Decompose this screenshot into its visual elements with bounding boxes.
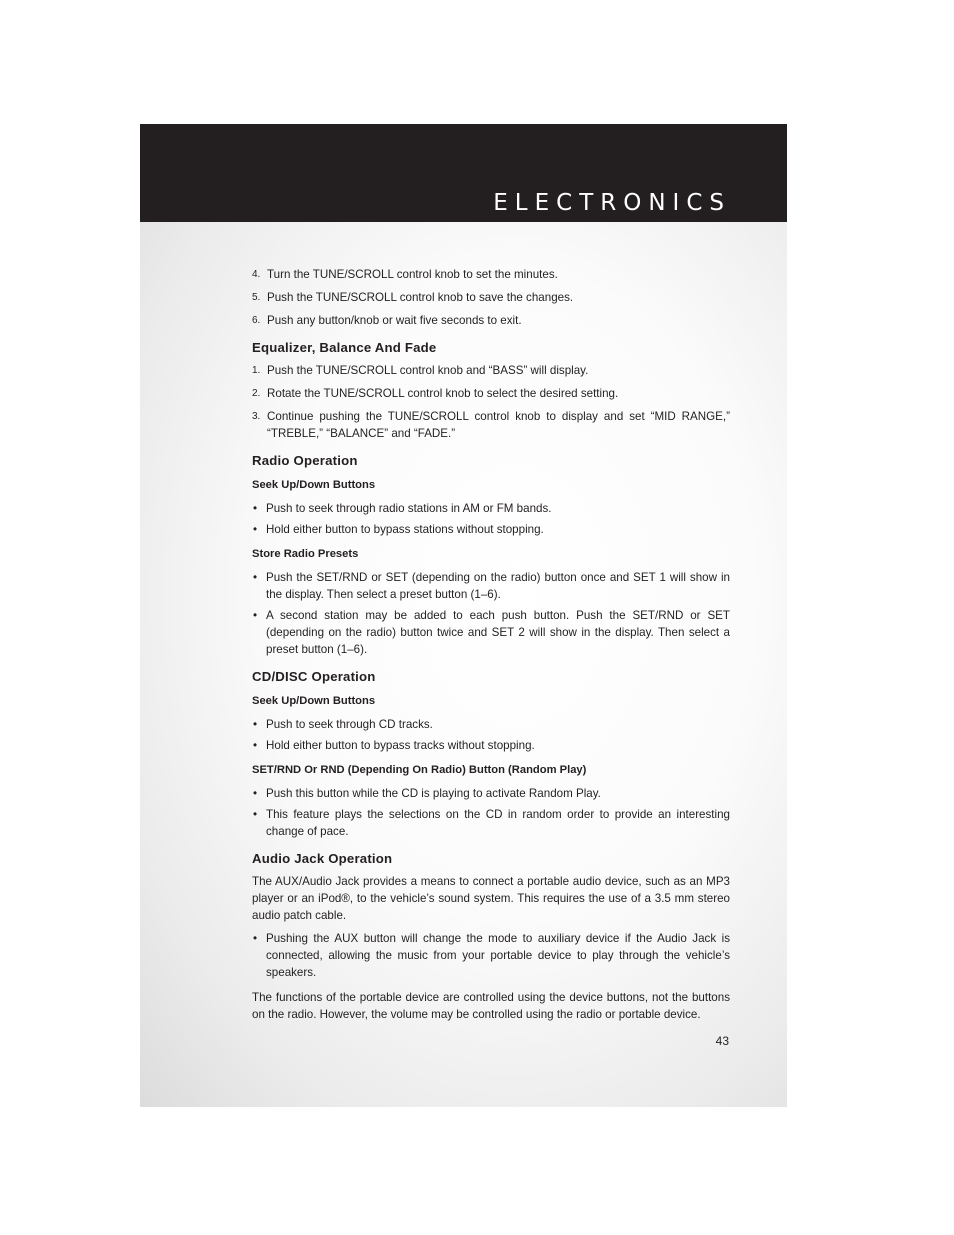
bullet-item xyxy=(252,806,730,840)
bullet-text: Push this button while the CD is playing to activate Random Play. xyxy=(266,787,601,800)
bullet-text: Hold either button to bypass tracks without stopping. xyxy=(266,739,535,752)
bullet-glyph: • xyxy=(253,523,258,536)
audio-jack-closing: The functions of the portable device are controlled using the device buttons, not the buttons on the radio. However, the volume may be controlled using the radio or portable device. xyxy=(252,991,730,1021)
cd-seek-subheading: Seek Up/Down Buttons xyxy=(252,695,376,707)
cd-random-subheading: SET/RND Or RND (Depending On Radio) Button (Random Play) xyxy=(252,764,587,776)
step-item xyxy=(252,289,730,306)
step-number: 1. xyxy=(252,365,261,376)
step-number: 5. xyxy=(252,292,261,303)
step-item xyxy=(252,385,730,402)
section-header-bar xyxy=(140,124,787,222)
step-text: Turn the TUNE/SCROLL control knob to set the minutes. xyxy=(267,268,558,281)
bullet-glyph: • xyxy=(253,932,258,945)
step-text: Continue pushing the TUNE/SCROLL control knob to display and set “MID RANGE,” “TREBLE,” “BALANCE” and “FADE.” xyxy=(267,410,730,440)
radio-seek-subheading: Seek Up/Down Buttons xyxy=(252,479,376,491)
radio-presets-subheading: Store Radio Presets xyxy=(252,548,359,560)
step-item xyxy=(252,266,730,283)
step-number: 2. xyxy=(252,388,261,399)
page-number: 43 xyxy=(715,1034,729,1048)
bullet-glyph: • xyxy=(253,502,258,515)
bullet-item xyxy=(252,607,730,658)
bullet-text: Push the SET/RND or SET (depending on the radio) button once and SET 1 will show in the display. Then select a preset button (1–6). xyxy=(266,571,730,601)
bullet-item xyxy=(252,785,730,802)
bullet-text: This feature plays the selections on the CD in random order to provide an interesting change of pace. xyxy=(266,808,730,838)
bullet-glyph: • xyxy=(253,718,258,731)
bullet-glyph: • xyxy=(253,609,258,622)
bullet-item xyxy=(252,716,730,733)
bullet-glyph: • xyxy=(253,571,258,584)
bullet-item xyxy=(252,521,730,538)
step-item xyxy=(252,408,730,442)
equalizer-heading: Equalizer, Balance And Fade xyxy=(252,340,437,355)
step-number: 6. xyxy=(252,315,261,326)
bullet-item xyxy=(252,930,730,981)
step-item xyxy=(252,362,730,379)
bullet-glyph: • xyxy=(253,739,258,752)
audio-jack-intro: The AUX/Audio Jack provides a means to connect a portable audio device, such as an MP3 player or an iPod®, to the vehicle’s sound system. This requires the use of a 3.5 mm stereo audio patch cable. xyxy=(252,875,730,922)
bullet-text: A second station may be added to each push button. Push the SET/RND or SET (depending on the radio) button twice and SET 2 will show in the display. Then select a preset button (1–6). xyxy=(266,609,730,656)
step-item xyxy=(252,312,730,329)
step-text: Push the TUNE/SCROLL control knob to save the changes. xyxy=(267,291,574,304)
step-text: Rotate the TUNE/SCROLL control knob to select the desired setting. xyxy=(267,387,619,400)
step-number: 3. xyxy=(252,411,261,422)
step-number: 4. xyxy=(252,269,261,280)
step-text: Push the TUNE/SCROLL control knob and “BASS” will display. xyxy=(267,364,589,377)
bullet-item xyxy=(252,737,730,754)
page-content xyxy=(252,266,730,1023)
bullet-text: Push to seek through CD tracks. xyxy=(266,718,433,731)
bullet-item xyxy=(252,569,730,603)
bullet-item xyxy=(252,500,730,517)
bullet-glyph: • xyxy=(253,787,258,800)
cd-heading: CD/DISC Operation xyxy=(252,669,376,684)
radio-heading: Radio Operation xyxy=(252,453,358,468)
bullet-text: Pushing the AUX button will change the mode to auxiliary device if the Audio Jack is connected, allowing the music from your portable device to play through the vehicle’s speakers. xyxy=(266,932,730,979)
bullet-text: Push to seek through radio stations in AM or FM bands. xyxy=(266,502,552,515)
section-title: ELECTRONICS xyxy=(493,190,731,216)
audio-jack-heading: Audio Jack Operation xyxy=(252,851,393,866)
bullet-text: Hold either button to bypass stations without stopping. xyxy=(266,523,544,536)
step-text: Push any button/knob or wait five seconds to exit. xyxy=(267,314,522,327)
bullet-glyph: • xyxy=(253,808,258,821)
manual-page xyxy=(140,124,787,1107)
